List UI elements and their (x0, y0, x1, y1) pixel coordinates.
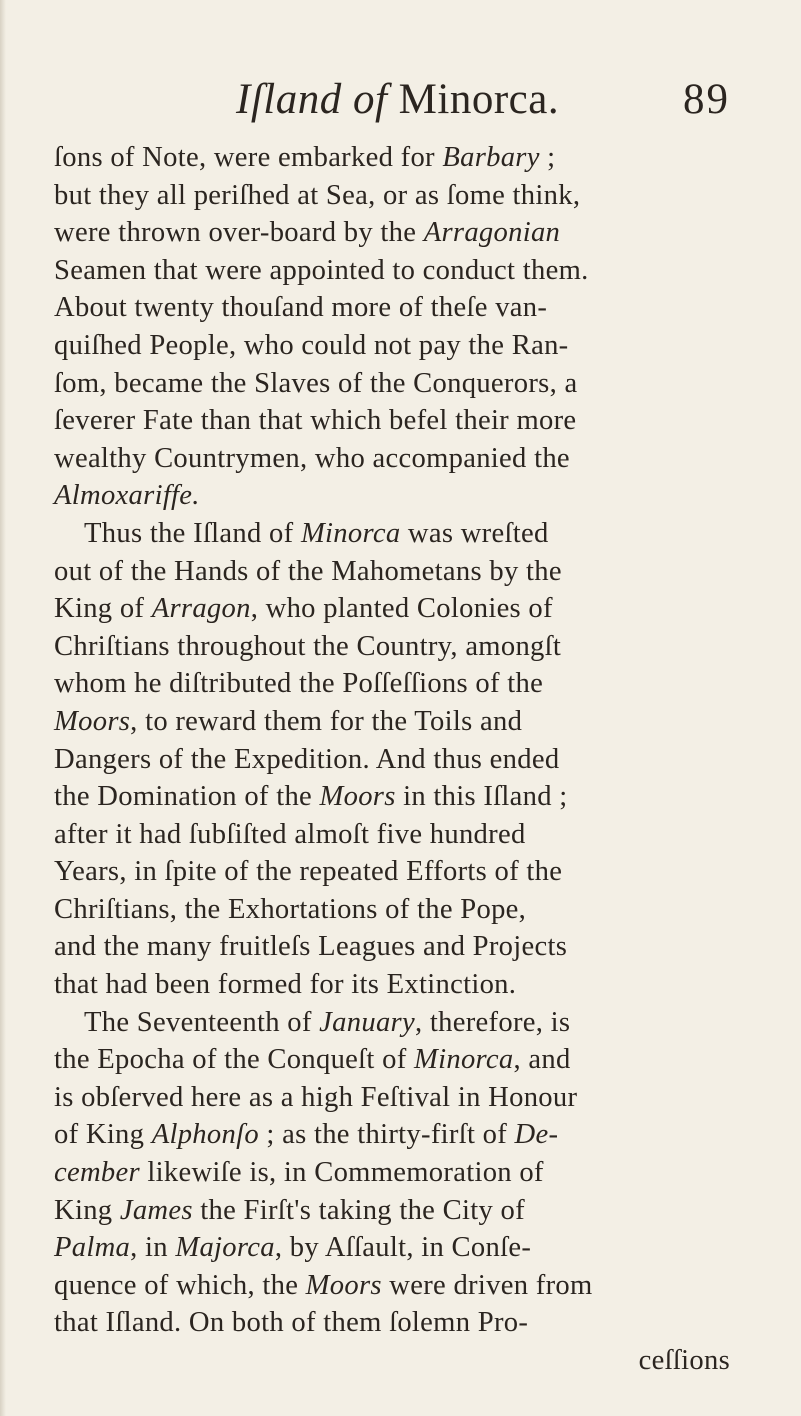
text-line (54, 477, 730, 515)
italic-text: Barbary (442, 142, 540, 173)
body-text (54, 139, 730, 1380)
text-segment: that had been formed for its Extinction. (54, 969, 517, 1001)
text-line (54, 289, 730, 327)
text-line (54, 1304, 730, 1342)
text-line (54, 177, 730, 215)
text-segment: , and (513, 1044, 571, 1076)
italic-text: cember (54, 1157, 140, 1189)
text-segment: ſons of Note, were embarked for (54, 142, 443, 173)
text-segment: and the many fruitleſs Leagues and Projects (54, 931, 568, 963)
text-segment: King (54, 1194, 120, 1226)
text-segment: of King (54, 1119, 152, 1151)
text-line (54, 1041, 730, 1079)
text-line (54, 1004, 730, 1042)
catchword-line (54, 1342, 730, 1380)
text-line (54, 327, 730, 365)
text-line (54, 703, 730, 741)
text-line (54, 628, 730, 666)
italic-text: Moors (305, 1269, 382, 1301)
text-segment: the Epocha of the Conqueſt of (54, 1044, 414, 1076)
page-edge (0, 0, 6, 1416)
text-segment: was wreſted (400, 517, 549, 549)
italic-text: Arragonian (423, 217, 561, 249)
text-line (54, 252, 730, 290)
text-segment: The Seventeenth of (84, 1006, 320, 1038)
text-segment: , by Aſſault, in Conſe- (274, 1232, 532, 1264)
text-line (54, 365, 730, 403)
text-line (54, 665, 730, 703)
text-line (54, 515, 730, 553)
text-segment: , who planted Colonies of (250, 593, 553, 625)
text-line (54, 590, 730, 628)
text-segment: ſom, became the Slaves of the Conquerors, a (54, 367, 578, 399)
italic-text: De- (514, 1119, 559, 1151)
text-segment: Years, in ſpite of the repeated Efforts of the (54, 856, 563, 888)
text-segment: the Firſt's taking the City of (192, 1194, 525, 1226)
text-segment: whom he diſtributed the Poſſeſſions of the (54, 668, 544, 700)
text-line (54, 139, 730, 177)
italic-text: Majorca (175, 1232, 275, 1264)
text-segment: quence of which, the (54, 1269, 306, 1301)
running-head-title (236, 70, 559, 130)
text-line (54, 440, 730, 478)
text-line (54, 402, 730, 440)
text-segment: ceſſions (638, 1345, 730, 1376)
text-segment: were driven from (381, 1269, 593, 1301)
text-line (54, 816, 730, 854)
italic-text: January (319, 1006, 415, 1038)
italic-text: Almoxariffe. (54, 480, 200, 512)
text-line (54, 891, 730, 929)
text-segment: out of the Hands of the Mahometans by the (54, 555, 562, 587)
italic-text: Moors (319, 781, 396, 813)
italic-text: Alphonſo (151, 1119, 259, 1151)
text-line (54, 966, 730, 1004)
text-segment: Chriſtians, the Exhortations of the Pope, (54, 893, 527, 925)
running-head-title-italic: Iſland of (236, 76, 388, 123)
text-segment: ; as the thirty-firſt of (258, 1119, 515, 1151)
text-segment: Thus the Iſland of (84, 517, 301, 549)
text-segment: quiſhed People, who could not pay the Ran- (54, 329, 569, 361)
text-segment: , to reward them for the Toils and (130, 705, 523, 737)
text-line (54, 1079, 730, 1117)
text-line (54, 1116, 730, 1154)
italic-text: Arragon (151, 593, 251, 625)
text-segment: the Domination of the (54, 781, 320, 813)
text-line (54, 778, 730, 816)
text-segment: but they all periſhed at Sea, or as ſome think, (54, 179, 581, 211)
italic-text: Minorca (413, 1044, 514, 1076)
text-line (54, 214, 730, 252)
text-line (54, 1229, 730, 1267)
text-segment: is obſerved here as a high Feſtival in Honour (54, 1081, 578, 1113)
italic-text: Minorca (300, 517, 401, 549)
italic-text: Moors (54, 705, 131, 737)
text-line (54, 928, 730, 966)
text-line (54, 853, 730, 891)
italic-text: Palma (54, 1232, 131, 1264)
text-segment: wealthy Countrymen, who accompanied the (54, 442, 570, 474)
text-segment: Dangers of the Expedition. And thus ended (54, 743, 560, 775)
running-head (54, 70, 730, 130)
text-segment: were thrown over-board by the (54, 217, 424, 249)
running-head-title-roman: Minorca. (398, 76, 560, 123)
text-line (54, 1267, 730, 1305)
text-line (54, 741, 730, 779)
text-segment: after it had ſubſiſted almoſt five hundred (54, 818, 526, 850)
text-segment: King of (54, 593, 152, 625)
text-segment: Seamen that were appointed to conduct them. (54, 254, 589, 286)
text-segment: , therefore, is (414, 1006, 571, 1038)
text-segment: Chriſtians throughout the Country, amongſt (54, 630, 562, 662)
text-segment: ſeverer Fate than that which befel their more (54, 405, 577, 437)
text-segment: ; (539, 142, 556, 173)
text-segment: that Iſland. On both of them ſolemn Pro- (54, 1307, 529, 1339)
text-segment: in this Iſland ; (395, 781, 568, 813)
italic-text: James (119, 1194, 193, 1226)
text-line (54, 1154, 730, 1192)
text-line (54, 553, 730, 591)
text-segment: , in (130, 1232, 176, 1264)
text-segment: likewiſe is, in Commemoration of (139, 1157, 544, 1189)
text-line (54, 1192, 730, 1230)
text-segment: About twenty thouſand more of theſe van- (54, 292, 548, 324)
page-number: 89 (683, 76, 730, 123)
